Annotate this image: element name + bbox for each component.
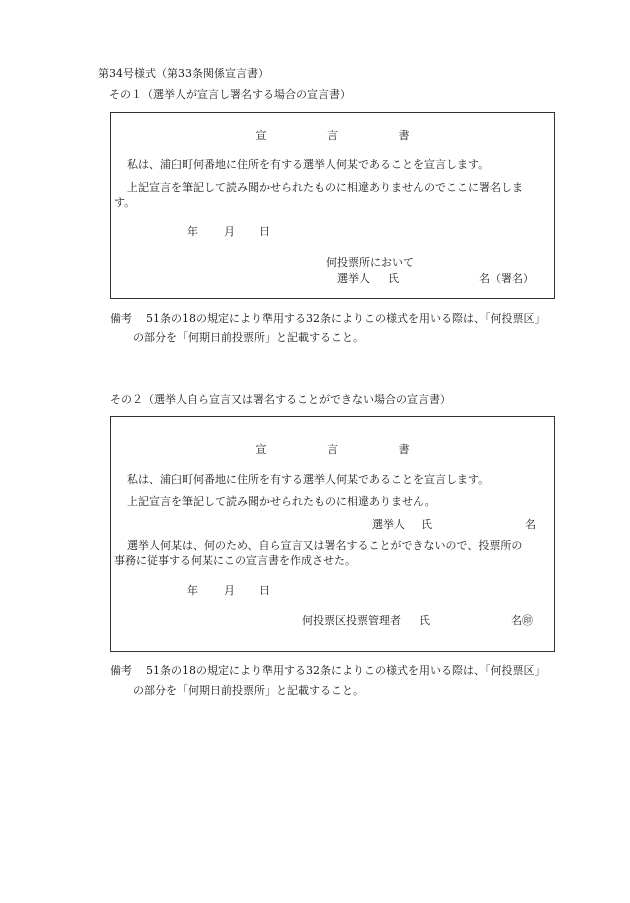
form2-signer-shi: 氏 [421, 518, 432, 531]
form2-para3-line1: 選挙人何某は、何のため、自ら宣言又は署名することができないので、投票所の [127, 539, 523, 552]
note2-line2: の部分を「何期日前投票所」と記載すること。 [133, 684, 364, 697]
form2-title [111, 443, 554, 456]
form2-date-month: 月 [224, 584, 235, 597]
form1-title-char: 書 [398, 129, 410, 142]
note1-line1: 51条の18の規定により準用する32条によりこの様式を用いる際は、「何投票区」 [146, 312, 546, 325]
form1-para1: 私は、浦臼町何番地に住所を有する選挙人何某であることを宣言します。 [127, 158, 490, 171]
page-heading: 第34号様式（第33条関係宣言書） [98, 67, 269, 80]
note2-line1: 51条の18の規定により準用する32条によりこの様式を用いる際は、「何投票区」 [146, 664, 546, 677]
form1-date-month: 月 [224, 225, 235, 238]
form1-title-char: 言 [327, 129, 338, 142]
form2-title-char: 宣 [255, 443, 267, 456]
form2-date-day: 日 [259, 584, 270, 597]
form2-manager-role: 何投票区投票管理者 [302, 614, 401, 627]
note2-label: 備考 [110, 664, 132, 677]
form2-title-char: 書 [398, 443, 410, 456]
form1-date-year: 年 [187, 225, 198, 238]
form2-manager-mei: 名㊞ [511, 614, 533, 627]
form2-para2: 上記宣言を筆記して読み聞かせられたものに相違ありません。 [127, 495, 436, 508]
form2-para3-line2: 事務に従事する何某にこの宣言書を作成させた。 [114, 554, 356, 567]
form2-subtitle: その２（選挙人自ら宣言又は署名することができない場合の宣言書） [110, 393, 451, 406]
form1-date-day: 日 [259, 225, 270, 238]
form1-signer-shi: 氏 [388, 272, 399, 285]
note1-line2: の部分を「何期日前投票所」と記載すること。 [133, 331, 364, 344]
form2-date-year: 年 [187, 584, 198, 597]
form2-signer-role: 選挙人 [372, 518, 405, 531]
form2-manager-shi: 氏 [419, 614, 430, 627]
form2-signer-mei: 名 [525, 518, 536, 531]
form2-box [110, 416, 555, 652]
form1-title [111, 129, 554, 142]
form1-box [110, 112, 555, 299]
form2-title-char: 言 [327, 443, 338, 456]
form1-place: 何投票所において [326, 256, 414, 269]
form1-signer-mei: 名（署名） [479, 272, 534, 285]
form1-title-char: 宣 [255, 129, 267, 142]
form1-para2-line1: 上記宣言を筆記して読み聞かせられたものに相違ありませんのでここに署名しま [127, 181, 523, 194]
form1-subtitle: その１（選挙人が宣言し署名する場合の宣言書） [109, 88, 351, 101]
form2-para1: 私は、浦臼町何番地に住所を有する選挙人何某であることを宣言します。 [127, 473, 490, 486]
form1-para2-line2: す。 [114, 196, 136, 209]
note1-label: 備考 [110, 312, 132, 325]
form1-signer-role: 選挙人 [337, 272, 370, 285]
